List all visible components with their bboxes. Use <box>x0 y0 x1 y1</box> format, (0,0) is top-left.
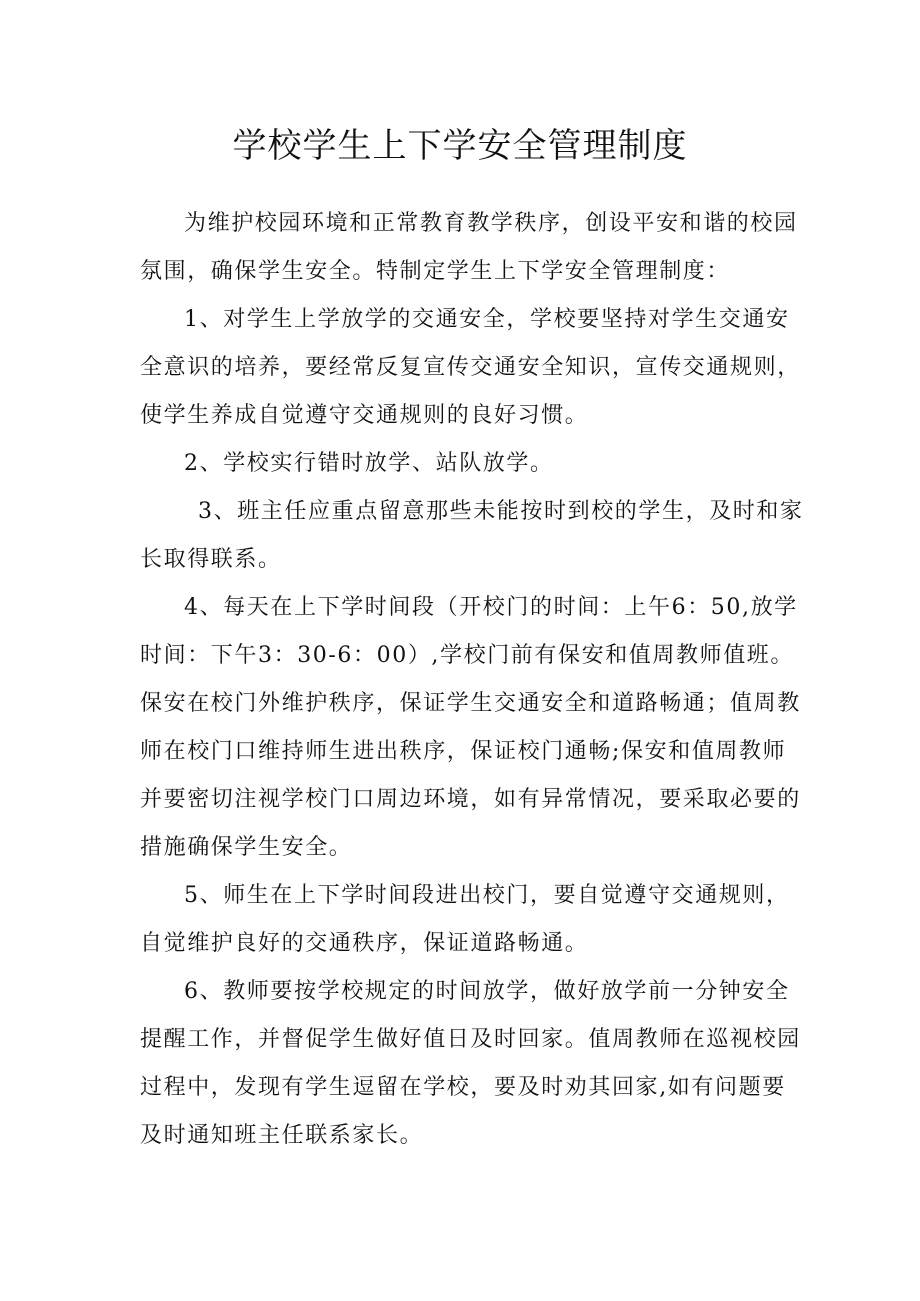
paragraph-intro-line-2: 氛围，确保学生安全。特制定学生上下学安全管理制度： <box>140 259 731 284</box>
item-4-line-6: 措施确保学生安全。 <box>140 835 353 860</box>
document-title: 学校学生上下学安全管理制度 <box>232 126 688 166</box>
item-5-line-2: 自觉维护良好的交通秩序，保证道路畅通。 <box>140 931 589 956</box>
item-1-line-1: 1、对学生上学放学的交通安全，学校要坚持对学生交通安 <box>184 307 790 332</box>
item-4-line-4: 师在校门口维持师生进出秩序，保证校门通畅;保安和值周教师 <box>140 739 787 764</box>
item-5-line-1: 5、师生在上下学时间段进出校门，要自觉遵守交通规则， <box>184 883 790 908</box>
document-body <box>140 200 804 1160</box>
item-4-line-5: 并要密切注视学校门口周边环境，如有异常情况，要采取必要的 <box>140 787 801 812</box>
item-6-line-2: 提醒工作，并督促学生做好值日及时回家。值周教师在巡视校园 <box>140 1027 801 1052</box>
item-2-line-1: 2、学校实行错时放学、站队放学。 <box>184 451 554 476</box>
item-1-line-2: 全意识的培养，要经常反复宣传交通安全知识，宣传交通规则， <box>140 355 801 380</box>
item-3-line-1: 3、班主任应重点留意那些未能按时到校的学生，及时和家 <box>198 499 804 524</box>
paragraph-intro-line-1: 为维护校园环境和正常教育教学秩序，创设平安和谐的校园 <box>184 211 798 236</box>
item-1-line-3: 使学生养成自觉遵守交通规则的良好习惯。 <box>140 403 589 428</box>
item-6-line-1: 6、教师要按学校规定的时间放学，做好放学前一分钟安全 <box>184 979 790 1004</box>
item-6-line-4: 及时通知班主任联系家长。 <box>140 1123 424 1148</box>
item-3-line-2: 长取得联系。 <box>140 547 282 572</box>
item-4-line-2: 时间：下午3：30-6：00）,学校门前有保安和值周教师值班。 <box>140 643 795 668</box>
item-4-line-3: 保安在校门外维护秩序，保证学生交通安全和道路畅通；值周教 <box>140 691 801 716</box>
item-4-line-1: 4、每天在上下学时间段（开校门的时间：上午6：50,放学 <box>184 595 798 620</box>
item-6-line-3: 过程中，发现有学生逗留在学校，要及时劝其回家,如有问题要 <box>140 1075 786 1100</box>
